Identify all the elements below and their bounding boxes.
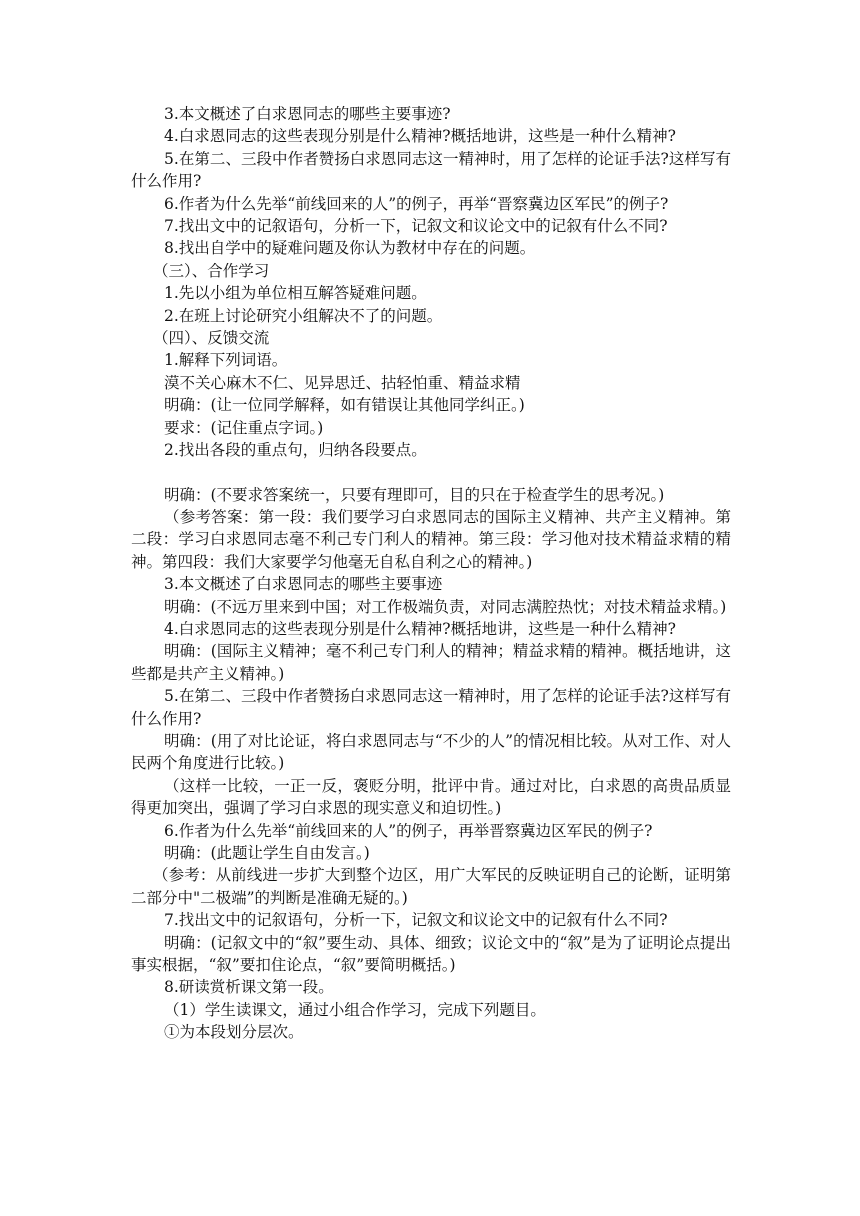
paragraph: 3.本文概述了白求恩同志的哪些主要事迹 (164, 575, 443, 594)
paragraph: 明确：(国际主义精神；毫不利己专门利人的精神；精益求精的精神。概括地讲，这些都是共产主义精神。) (131, 642, 731, 683)
paragraph: 明确：(让一位同学解释，如有错误让其他同学纠正。) (164, 396, 525, 415)
paragraph: 5.在第二、三段中作者赞扬白求恩同志这一精神时，用了怎样的论证手法?这样写有什么作用? (131, 149, 731, 191)
paragraph: 明确：(此题让学生自由发言。) (164, 844, 370, 862)
paragraph: 7.找出文中的记叙语句，分析一下，记叙文和议论文中的记叙有什么不同? (164, 217, 668, 236)
paragraph: 7.找出文中的记叙语句，分析一下，记叙文和议论文中的记叙有什么不同? (164, 911, 668, 930)
paragraph: 1.先以小组为单位相互解答疑难问题。 (164, 284, 427, 303)
paragraph: 要求：(记住重点字词。) (164, 418, 324, 437)
paragraph: 漠不关心麻木不仁、见异思迁、拈轻怕重、精益求精 (164, 373, 521, 392)
paragraph: 5.在第二、三段中作者赞扬白求恩同志这一精神时，用了怎样的论证手法?这样写有什么作用? (131, 687, 731, 728)
paragraph: 1.解释下列词语。 (164, 351, 288, 370)
paragraph: 2.在班上讨论研究小组解决不了的问题。 (164, 306, 443, 325)
document-body (131, 103, 731, 1044)
paragraph: 明确：(不要求答案统一，只要有理即可，目的只在于检查学生的思考况。) (164, 485, 665, 504)
paragraph: ①为本段划分层次。 (164, 1023, 304, 1042)
blank-line (131, 462, 731, 484)
paragraph: 8.找出自学中的疑难问题及你认为教材中存在的问题。 (164, 239, 536, 258)
paragraph: （参考答案：第一段：我们要学习白求恩同志的国际主义精神、共产主义精神。第二段：学习白求恩同志毫不利己专门利人的精神。第三段：学习他对技术精益求精的精神。第四段：我们大家要学匀他毫无自私自利之心的精神。) (131, 507, 731, 571)
paragraph: 4.白求恩同志的这些表现分别是什么精神?概括地讲，这些是一种什么精神? (164, 127, 676, 146)
paragraph: 8.研读赏析课文第一段。 (164, 978, 334, 997)
paragraph: （四）、反馈交流 (153, 329, 270, 348)
paragraph: 明确：(用了对比论证，将白求恩同志与“不少的人”的情况相比较。从对工作、对人民两个角度进行比较。) (131, 731, 731, 773)
paragraph: （这样一比较，一正一反，褒贬分明，批评中肯。通过对比，白求恩的高贵品质显得更加突出，强调了学习白求恩的现实意义和迫切性。) (131, 776, 731, 818)
paragraph: 4.白求恩同志的这些表现分别是什么精神?概括地讲，这些是一种什么精神? (164, 619, 676, 638)
paragraph: （1）学生读课文，通过小组合作学习，完成下列题目。 (164, 1000, 546, 1019)
paragraph: 2.找出各段的重点句，归纳各段要点。 (164, 441, 427, 460)
paragraph: 6.作者为什么先举“前线回来的人”的例子，再举“晋察冀边区军民”的例子? (164, 194, 669, 213)
paragraph: （参考：从前线进一步扩大到整个边区，用广大军民的反映证明自己的论断，证明第二部分中"二极端”的判断是准确无疑的。) (131, 866, 731, 907)
paragraph: 明确：(记叙文中的“叙”要生动、具体、细致；议论文中的“叙”是为了证明论点提出事实根据，“叙”要扣住论点，“叙”要简明概括。) (131, 933, 731, 975)
paragraph: （三）、合作学习 (153, 261, 270, 280)
paragraph: 明确：(不远万里来到中国；对工作极端负责，对同志满腔热忱；对技术精益求精。) (164, 597, 727, 616)
paragraph: 3.本文概述了白求恩同志的哪些主要事迹? (164, 105, 451, 123)
paragraph: 6.作者为什么先举“前线回来的人”的例子，再举晋察冀边区军民的例子? (164, 821, 653, 840)
